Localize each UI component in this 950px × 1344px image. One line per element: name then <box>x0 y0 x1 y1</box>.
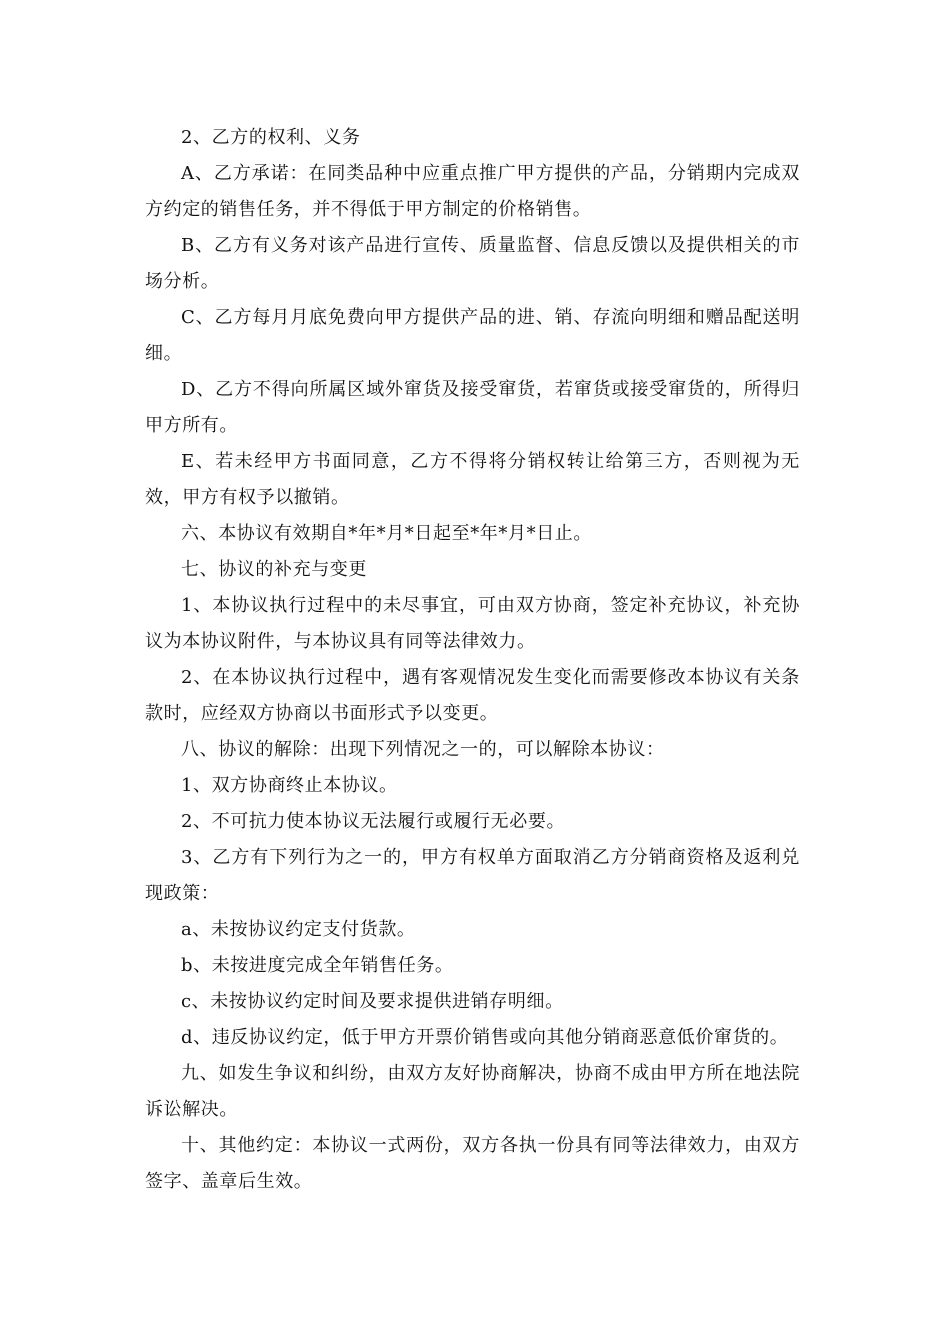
paragraph-clause-d: D、乙方不得向所属区域外窜货及接受窜货，若窜货或接受窜货的，所得归甲方所有。 <box>145 379 800 436</box>
paragraph-party-b-rights-heading: 2、乙方的权利、义务 <box>181 127 361 148</box>
paragraph-section-8-sub-b: b、未按进度完成全年销售任务。 <box>181 955 454 976</box>
paragraph-section-8-sub-c: c、未按协议约定时间及要求提供进销存明细。 <box>181 991 564 1012</box>
paragraph-clause-a: A、乙方承诺：在同类品种中应重点推广甲方提供的产品，分销期内完成双方约定的销售任务，并不得低于甲方制定的价格销售。 <box>145 163 800 220</box>
paragraph-clause-c: C、乙方每月月底免费向甲方提供产品的进、销、存流向明细和赠品配送明细。 <box>145 307 800 364</box>
paragraph-clause-b: B、乙方有义务对该产品进行宣传、质量监督、信息反馈以及提供相关的市场分析。 <box>145 235 800 292</box>
paragraph-section-7-item-2: 2、在本协议执行过程中，遇有客观情况发生变化而需要修改本协议有关条款时，应经双方协商以书面形式予以变更。 <box>145 667 800 724</box>
paragraph-section-6-validity: 六、本协议有效期自*年*月*日起至*年*月*日止。 <box>181 523 592 544</box>
paragraph-section-9-disputes: 九、如发生争议和纠纷，由双方友好协商解决，协商不成由甲方所在地法院诉讼解决。 <box>145 1063 800 1120</box>
paragraph-section-10-other: 十、其他约定：本协议一式两份，双方各执一份具有同等法律效力，由双方签字、盖章后生效。 <box>145 1135 800 1192</box>
paragraph-section-8-item-1: 1、双方协商终止本协议。 <box>181 775 398 796</box>
paragraph-clause-e: E、若未经甲方书面同意，乙方不得将分销权转让给第三方，否则视为无效，甲方有权予以撤销。 <box>145 451 800 508</box>
paragraph-section-8-sub-d: d、违反协议约定，低于甲方开票价销售或向其他分销商恶意低价窜货的。 <box>181 1027 789 1048</box>
document-page <box>145 120 800 1200</box>
paragraph-section-7-item-1: 1、本协议执行过程中的未尽事宜，可由双方协商，签定补充协议，补充协议为本协议附件，与本协议具有同等法律效力。 <box>145 595 800 652</box>
paragraph-section-8-heading: 八、协议的解除：出现下列情况之一的，可以解除本协议： <box>181 739 665 760</box>
paragraph-section-7-heading: 七、协议的补充与变更 <box>181 559 367 580</box>
paragraph-section-8-item-2: 2、不可抗力使本协议无法履行或履行无必要。 <box>181 811 566 832</box>
paragraph-section-8-item-3: 3、乙方有下列行为之一的，甲方有权单方面取消乙方分销商资格及返利兑现政策： <box>145 847 800 904</box>
paragraph-section-8-sub-a: a、未按协议约定支付货款。 <box>181 919 416 940</box>
